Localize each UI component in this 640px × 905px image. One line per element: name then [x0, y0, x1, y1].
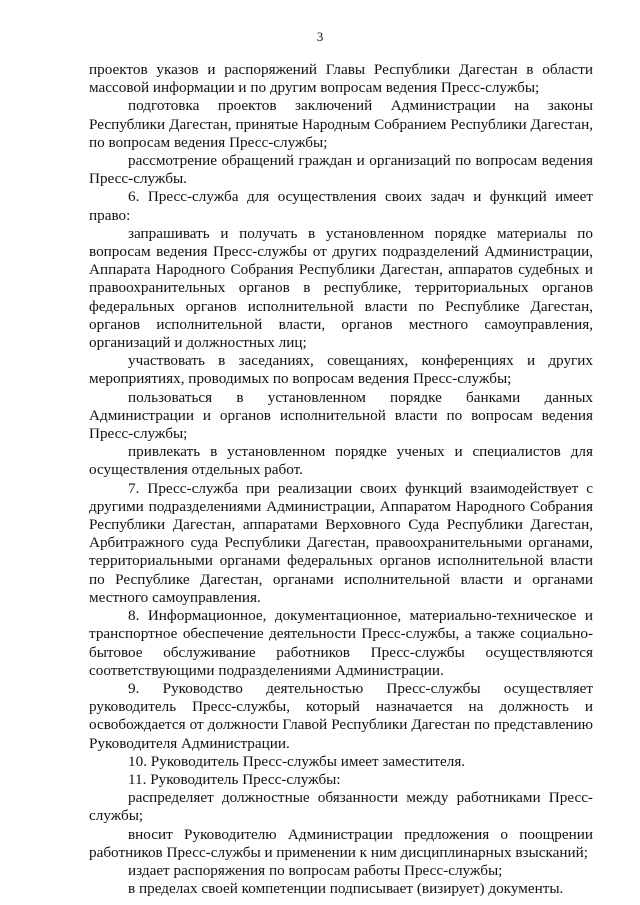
- section-9: 9. Руководство деятельностью Пресс-службы осуществляет руководитель Пресс-службы, который назначается на должность и освобождается от должности Главой Республики Дагестан по представлению Руководителя Администрации.: [89, 679, 593, 752]
- paragraph: привлекать в установленном порядке ученых и специалистов для осуществления отдельных работ.: [89, 443, 593, 479]
- paragraph: издает распоряжения по вопросам работы Пресс-службы;: [128, 861, 503, 879]
- document-body: [89, 61, 593, 898]
- page-number: 3: [316, 29, 324, 44]
- section-10: 10. Руководитель Пресс-службы имеет заместителя.: [128, 752, 466, 770]
- paragraph: участвовать в заседаниях, совещаниях, конференциях и других мероприятиях, проводимых по вопросам ведения Пресс-службы;: [89, 352, 593, 388]
- paragraph: распределяет должностные обязанности между работниками Пресс-службы;: [89, 789, 593, 825]
- section-7: 7. Пресс-служба при реализации своих функций взаимодействует с другими подразделениями Администрации, Аппаратом Народного Собрания Республики Дагестан, аппаратами Верховного Суда Республики Дагестан, Арбитражного суда Республики Дагестан, правоохранительными органами, территориальными органами федеральных органов исполнительной власти по Республике Дагестан, органами исполнительной власти и органами местного самоуправления.: [89, 479, 593, 606]
- paragraph: вносит Руководителю Администрации предложения о поощрении работников Пресс-службы и применении к ним дисциплинарных взысканий;: [89, 825, 593, 861]
- paragraph: пользоваться в установленном порядке банками данных Администрации и органов исполнительной власти по вопросам ведения Пресс-службы;: [89, 388, 593, 443]
- paragraph: запрашивать и получать в установленном порядке материалы по вопросам ведения Пресс-службы от других подразделений Администрации, Аппарата Народного Собрания Республики Дагестан, аппаратов судебных и правоохранительных органов в республике, территориальных органов федеральных органов исполнительной власти по Республике Дагестан, органов исполнительной власти, органов местного самоуправления, организаций и должностных лиц;: [89, 224, 593, 352]
- section-11-heading: 11. Руководитель Пресс-службы:: [128, 770, 341, 788]
- section-8: 8. Информационное, документационное, материально-техническое и транспортное обеспечение деятельности Пресс-службы, а также социально-бытовое обслуживание работников Пресс-службы осуществляются соответствующими подразделениями Администрации.: [89, 607, 593, 679]
- paragraph: в пределах своей компетенции подписывает (визирует) документы.: [128, 880, 564, 898]
- paragraph: подготовка проектов заключений Администрации на законы Республики Дагестан, принятые Народным Собранием Республики Дагестан, по вопросам ведения Пресс-службы;: [89, 97, 593, 151]
- paragraph-continuation: проектов указов и распоряжений Главы Республики Дагестан в области массовой информации и по другим вопросам ведения Пресс-службы;: [89, 61, 593, 97]
- paragraph: рассмотрение обращений граждан и организаций по вопросам ведения Пресс-службы.: [89, 152, 593, 188]
- section-6-heading: 6. Пресс-служба для осуществления своих задач и функций имеет право:: [89, 188, 593, 224]
